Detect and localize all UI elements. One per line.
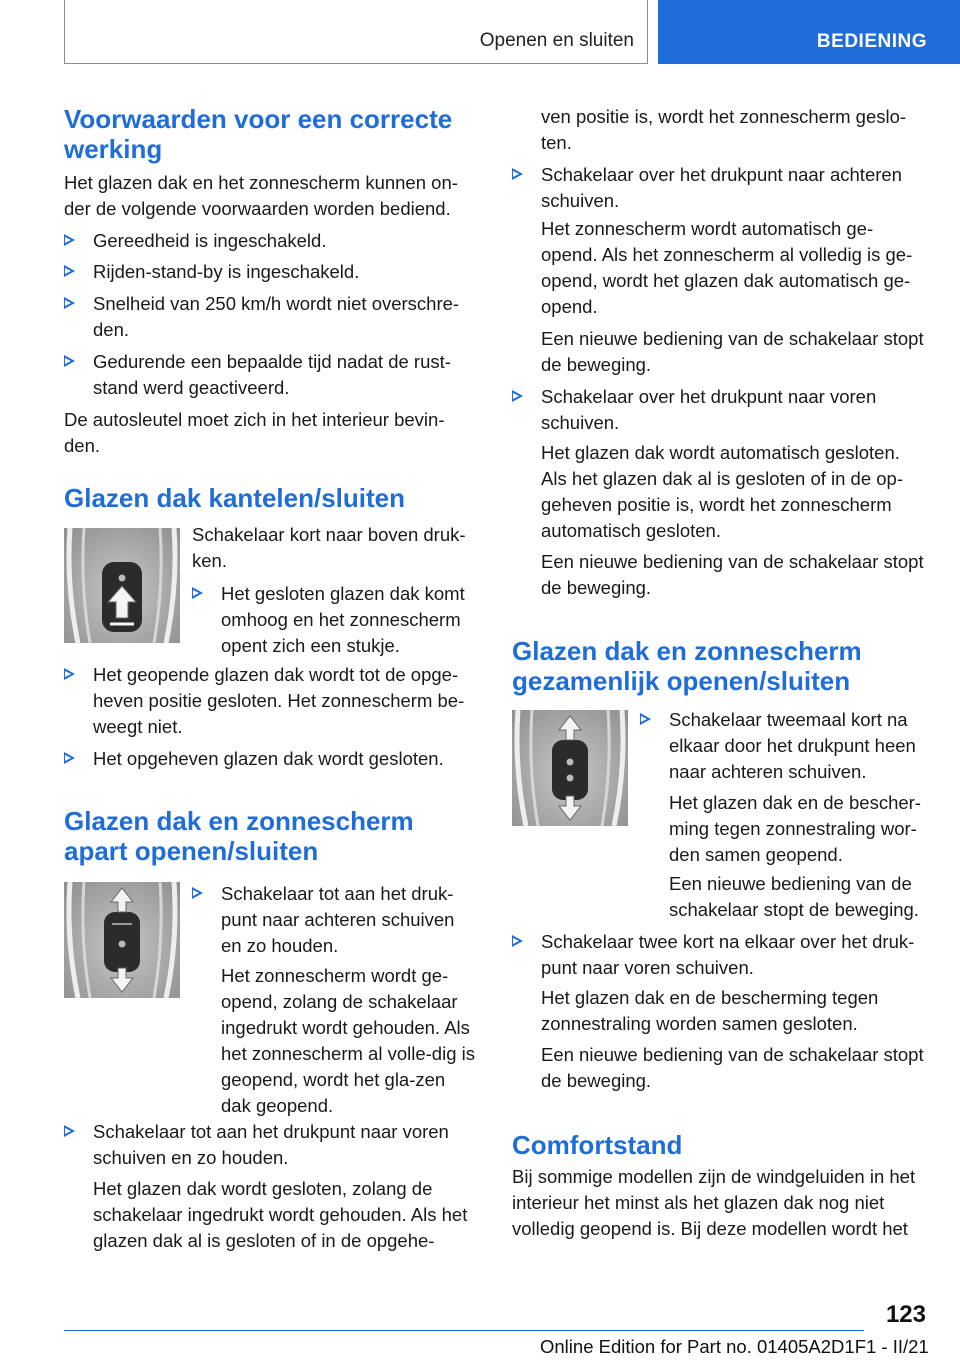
paragraph-gezamenlijk-close-stop: Een nieuwe bediening van de schakelaar stopt de beweging.	[541, 1044, 924, 1091]
paragraph-gezamenlijk-open-result: Het glazen dak en de bescher-ming tegen zonnestraling wor-den samen geopend.	[669, 792, 921, 865]
paragraph-itemB-result: Het glazen dak wordt automatisch gesloten. Als het glazen dak al is gesloten of in de op-geheven positie is, wordt het zonnescherm automatisch gesloten.	[541, 442, 904, 541]
bullet-triangle-icon	[640, 713, 651, 725]
bullet-triangle-icon	[64, 752, 75, 764]
paragraph-apart-sluiten-result: Het glazen dak wordt gesloten, zolang de schakelaar ingedrukt wordt gehouden. Als het glazen dak al is gesloten of in de opgehe-	[93, 1178, 468, 1251]
heading-comfortstand: Comfortstand	[512, 1130, 683, 1160]
paragraph-gezamenlijk-close-result: Het glazen dak en de bescherming tegen zonnestraling worden samen gesloten.	[541, 987, 879, 1034]
paragraph-voorwaarden-intro: Het glazen dak en het zonnescherm kunnen on-der de volgende voorwaarden worden bediend.	[64, 172, 458, 219]
switch-double-image	[512, 710, 628, 826]
paragraph-itemB-stop: Een nieuwe bediening van de schakelaar stopt de beweging.	[541, 551, 924, 598]
heading-apart-openen: Glazen dak en zonnescherm apart openen/sluiten	[64, 806, 414, 866]
footer-edition: Online Edition for Part no. 01405A2D1F1 - II/21	[540, 1336, 929, 1357]
bullet-triangle-icon	[64, 297, 75, 309]
paragraph-apart-openen-result: Het zonnescherm wordt ge-opend, zolang de schakelaar ingedrukt wordt gehouden. Als het zonnescherm al volle-dig is geopend, wordt het gla-zen dak geopend.	[221, 965, 475, 1116]
paragraph-kantelen-intro: Schakelaar kort naar boven druk-ken.	[192, 524, 466, 571]
paragraph-gezamenlijk-open-stop: Een nieuwe bediening van de schakelaar stopt de beweging.	[669, 873, 919, 920]
heading-kantelen: Glazen dak kantelen/sluiten	[64, 483, 405, 513]
header-chapter-tab[interactable]: BEDIENING	[658, 0, 960, 64]
page-number: 123	[885, 1301, 926, 1328]
bullet-triangle-icon	[64, 668, 75, 680]
bullet-triangle-icon	[192, 887, 203, 899]
bullet-triangle-icon	[64, 265, 75, 277]
header-section-title: Openen en sluiten	[479, 30, 634, 51]
bullet-triangle-icon	[512, 935, 523, 947]
bullet-triangle-icon	[64, 355, 75, 367]
paragraph-continued: ven positie is, wordt het zonnescherm geslo-ten.	[541, 106, 907, 153]
bullet-triangle-icon	[512, 168, 523, 180]
bullet-triangle-icon	[512, 390, 523, 402]
paragraph-autosleutel: De autosleutel moet zich in het interieur bevin-den.	[64, 409, 445, 456]
switch-slide-image	[64, 882, 180, 998]
heading-gezamenlijk: Glazen dak en zonnescherm gezamenlijk openen/sluiten	[512, 636, 862, 696]
heading-voorwaarden: Voorwaarden voor een correcte werking	[64, 104, 453, 164]
paragraph-itemA-result: Het zonnescherm wordt automatisch ge-opend. Als het zonnescherm al volledig is ge-opend, wordt het glazen dak automatisch ge-opend.	[541, 218, 913, 317]
bullet-triangle-icon	[192, 587, 203, 599]
bullet-triangle-icon	[64, 234, 75, 246]
footer-divider	[64, 1330, 864, 1331]
paragraph-comfortstand: Bij sommige modellen zijn de windgeluiden in het interieur het minst als het glazen dak nog niet volledig geopend is. Bij deze modellen wordt het	[512, 1166, 916, 1239]
paragraph-itemA-stop: Een nieuwe bediening van de schakelaar stopt de beweging.	[541, 328, 924, 375]
switch-tilt-up-image	[64, 528, 180, 643]
bullet-triangle-icon	[64, 1125, 75, 1137]
